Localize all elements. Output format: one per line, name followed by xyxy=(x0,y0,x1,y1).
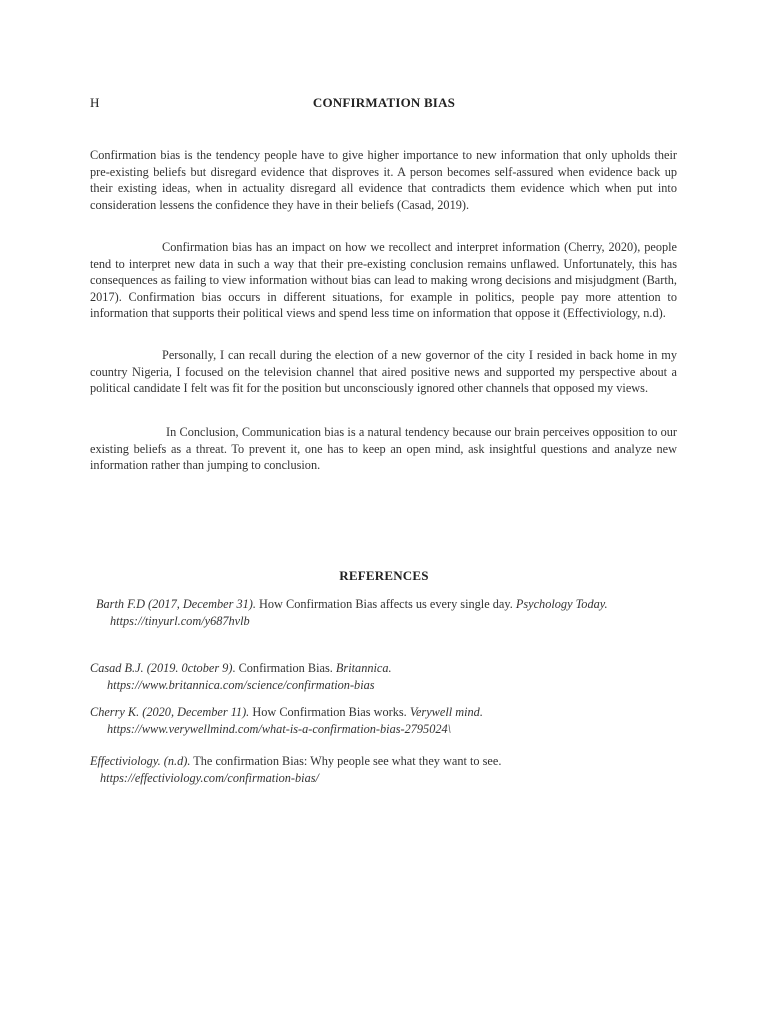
reference-url[interactable]: https://www.britannica.com/science/confirmation-bias xyxy=(107,677,375,692)
reference-entry xyxy=(90,660,690,693)
reference-author: Casad B.J. (2019. 0ctober 9) xyxy=(90,661,233,675)
reference-source: Verywell mind. xyxy=(409,705,483,719)
header-letter: H xyxy=(90,95,100,110)
reference-entry xyxy=(90,596,690,629)
reference-author: Barth F.D (2017, December 31). xyxy=(96,597,256,611)
document-title: CONFIRMATION BIAS xyxy=(312,95,456,110)
reference-author: Cherry K. (2020, December 11). xyxy=(90,705,250,719)
reference-source: Britannica. xyxy=(335,661,392,675)
reference-author: Effectiviology. (n.d). xyxy=(90,754,191,768)
reference-url[interactable]: https://tinyurl.com/y687hvlb xyxy=(110,613,250,628)
paragraph-personal: Personally, I can recall during the election of a new governor of the city I resided in back home in my country Nigeria, I focused on the television channel that aired positive news and supported my perspective about a political candidate I felt was fit for the position but unconsciously ignored other channels that opposed my views. xyxy=(90,348,677,396)
reference-entry xyxy=(90,704,690,737)
paragraph-conclusion: In Conclusion, Communication bias is a natural tendency because our brain perceives opposition to our existing beliefs as a threat. To prevent it, one has to keep an open mind, ask insightful questions and analyze new information rather than jumping to conclusion. xyxy=(90,425,677,473)
paragraph-impact: Confirmation bias has an impact on how we recollect and interpret information (Cherry, 2020), people tend to interpret new data in such a way that their pre-existing conclusion remains unflawed. Unfortunately, this has consequences as failing to view information without bias can lead to making wrong decisions and misjudgment (Barth, 2017). Confirmation bias occurs in different situations, for example in politics, people pay more attention to information that supports their political views and spend less time on information that oppose it (Effectiviology, n.d). xyxy=(90,240,677,321)
reference-url[interactable]: https://effectiviology.com/confirmation-bias/ xyxy=(100,770,319,785)
reference-entry xyxy=(90,753,690,786)
references-heading: REFERENCES xyxy=(339,568,429,583)
reference-url[interactable]: https://www.verywellmind.com/what-is-a-confirmation-bias-2795024\ xyxy=(107,721,452,736)
reference-work: . Confirmation Bias. xyxy=(232,661,336,675)
reference-work: How Confirmation Bias affects us every single day. xyxy=(255,597,516,611)
reference-source: Psychology Today. xyxy=(515,597,608,611)
reference-work: The confirmation Bias: Why people see what they want to see. xyxy=(190,754,502,768)
paragraph-intro: Confirmation bias is the tendency people have to give higher importance to new information that only upholds their pre-existing beliefs but disregard evidence that disproves it. A person becomes self-assured when evidence back up their existing ideas, when in actuality disregard all evidence that contradicts them evidence which when put into consideration lessens the confidence they have in their beliefs (Casad, 2019). xyxy=(90,148,677,212)
reference-work: How Confirmation Bias works. xyxy=(249,705,410,719)
